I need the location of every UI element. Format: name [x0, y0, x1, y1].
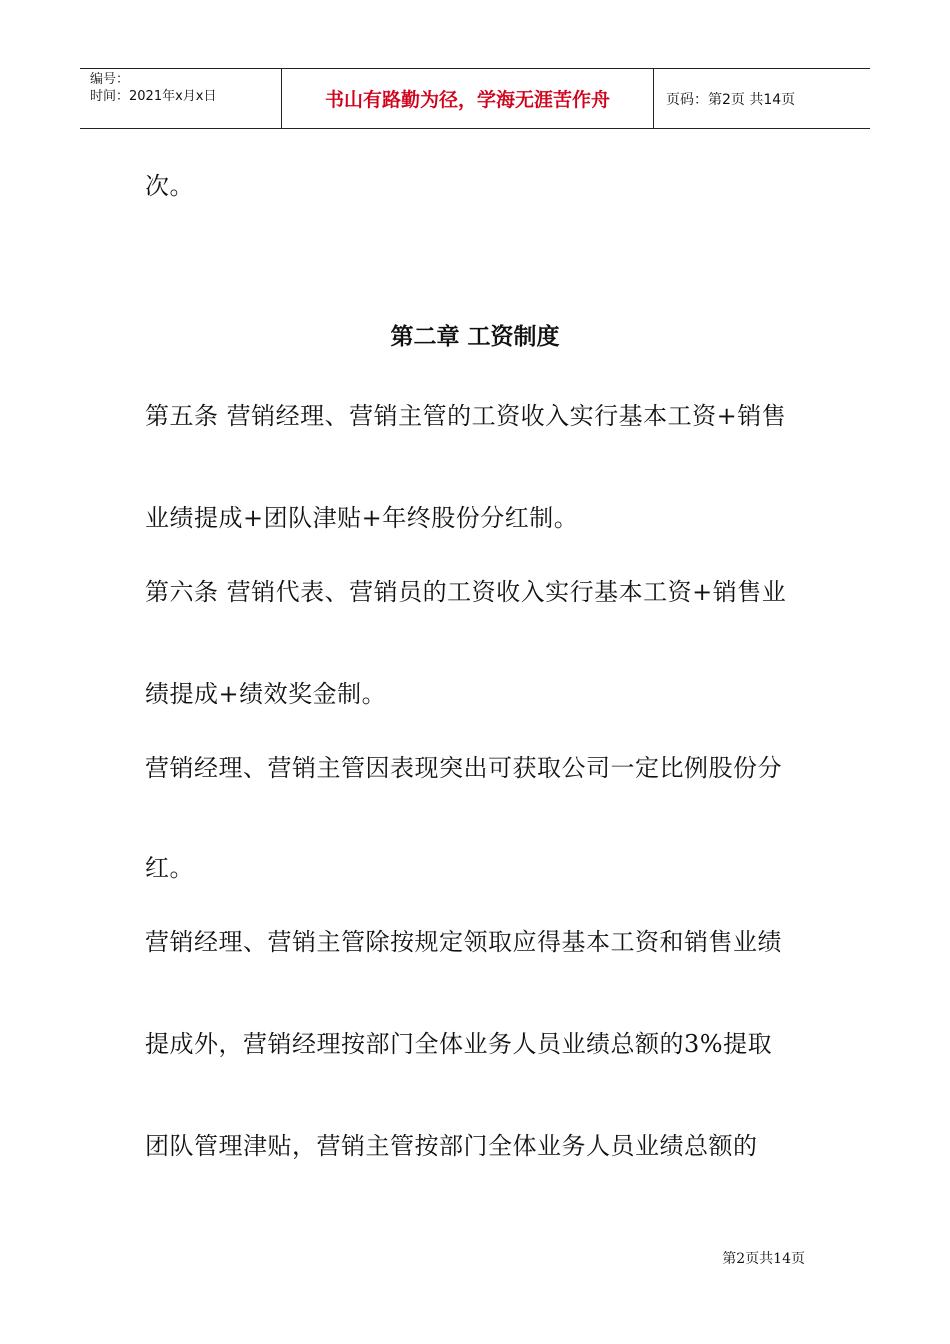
chapter-title: 第二章 工资制度 [390, 324, 560, 350]
page-footer: 第2页共14页 [722, 1251, 805, 1267]
header-motto: 书山有路勤为径，学海无涯苦作舟 [324, 89, 610, 111]
body-line: 次。 [145, 172, 194, 200]
header-motto-cell [282, 69, 654, 128]
page-header [80, 68, 870, 129]
body-line: 红。 [145, 854, 194, 882]
body-line: 营销经理、营销主管除按规定领取应得基本工资和销售业绩 [145, 928, 782, 956]
header-number-label: 编号： [90, 72, 130, 87]
body-line: 绩提成+绩效奖金制。 [145, 680, 387, 708]
body-line: 业绩提成+团队津贴+年终股份分红制。 [145, 504, 579, 532]
body-line: 团队管理津贴，营销主管按部门全体业务人员业绩总额的 [145, 1132, 758, 1160]
header-time-label: 时间：2021年x月x日 [90, 89, 217, 104]
body-line: 营销经理、营销主管因表现突出可获取公司一定比例股份分 [145, 754, 782, 782]
body-line: 第五条 营销经理、营销主管的工资收入实行基本工资+销售 [145, 402, 787, 430]
header-page-label: 页码：第2页 共14页 [666, 91, 796, 108]
body-line: 第六条 营销代表、营销员的工资收入实行基本工资+销售业 [145, 578, 787, 606]
body-line: 提成外，营销经理按部门全体业务人员业绩总额的3%提取 [145, 1030, 773, 1058]
header-page-cell [654, 69, 870, 128]
header-meta-cell [80, 69, 282, 128]
